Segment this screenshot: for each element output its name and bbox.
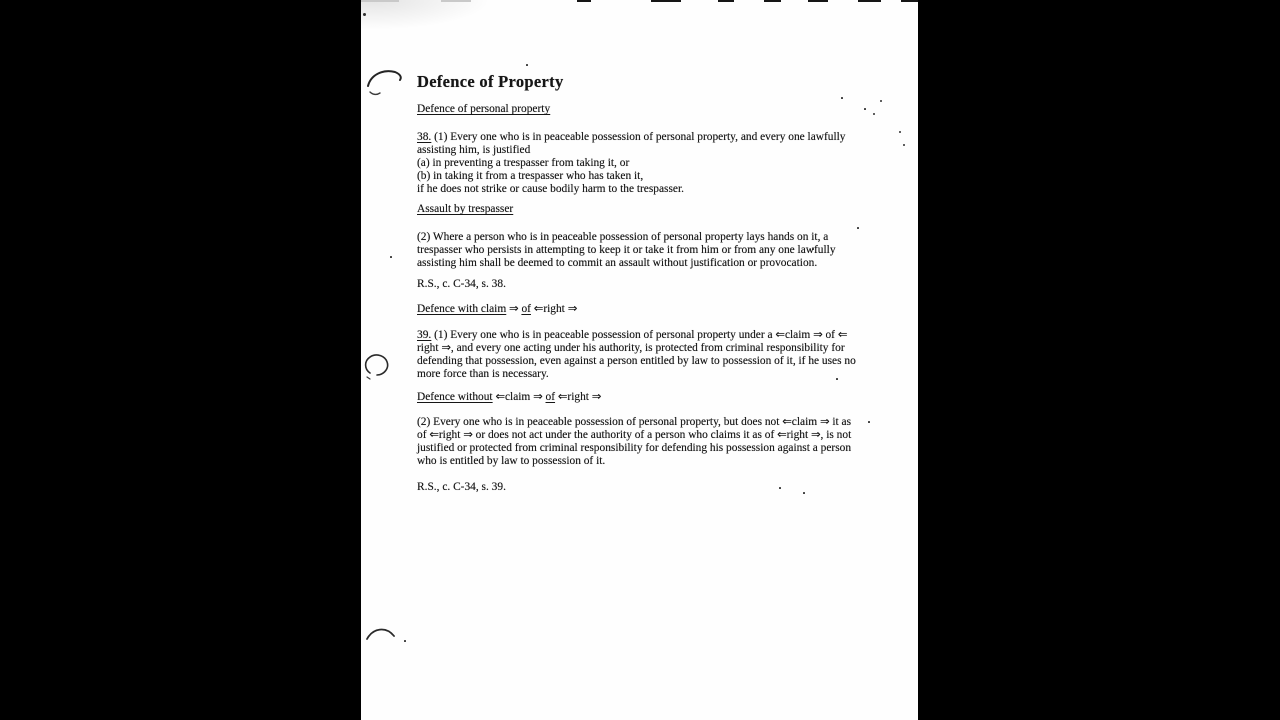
text-run: R.S., c. C-34, s. 38. bbox=[417, 278, 506, 290]
underlined-text-run: Defence without bbox=[417, 391, 493, 403]
underlined-text-run: 39. bbox=[417, 329, 432, 341]
noise-speck bbox=[899, 131, 901, 133]
text-line bbox=[417, 73, 869, 90]
text-line bbox=[417, 455, 869, 468]
subheading-block bbox=[417, 103, 869, 116]
text-line bbox=[417, 157, 869, 170]
text-run: ⇐right ⇒ bbox=[555, 391, 602, 403]
underlined-text-run: of bbox=[521, 303, 531, 315]
edge-dash bbox=[718, 0, 734, 2]
underlined-text-run: Defence with claim bbox=[417, 303, 507, 315]
underlined-text-run: of bbox=[545, 391, 556, 403]
text-line bbox=[417, 103, 869, 116]
subheading-block bbox=[417, 391, 869, 404]
noise-speck bbox=[903, 144, 905, 146]
page-title bbox=[417, 73, 869, 90]
citation-block bbox=[417, 278, 869, 291]
text-run: right ⇒, and every one acting under his authority, is protected from criminal responsibility for bbox=[417, 342, 845, 354]
text-run: (2) Every one who is in peaceable possession of personal property, but does not ⇐claim ⇒ it as bbox=[417, 416, 852, 428]
edge-dash bbox=[764, 0, 781, 2]
text-line bbox=[417, 342, 869, 355]
underlined-text-run: 38. bbox=[417, 131, 432, 143]
edge-dash bbox=[858, 0, 881, 2]
underlined-text-run: Assault by trespasser bbox=[417, 203, 514, 215]
text-line bbox=[417, 329, 869, 342]
text-run: (1) Every one who is in peaceable possession of personal property, and every one lawfully bbox=[431, 131, 846, 143]
noise-speck bbox=[873, 113, 875, 115]
text-line bbox=[417, 244, 869, 257]
text-line bbox=[417, 203, 869, 216]
text-run: defending that possession, even against a person entitled by law to possession of it, if he uses no bbox=[417, 355, 856, 367]
pen-mark-arc-bottom bbox=[365, 624, 399, 646]
paragraph-block bbox=[417, 416, 869, 468]
text-line bbox=[417, 391, 869, 404]
noise-speck bbox=[404, 640, 406, 642]
text-run: more force than is necessary. bbox=[417, 368, 549, 380]
text-run: (1) Every one who is in peaceable possession of personal property under a ⇐claim ⇒ of ⇐ bbox=[431, 329, 848, 341]
pen-mark-arc-top bbox=[365, 64, 407, 98]
underlined-text-run: Defence of personal property bbox=[417, 103, 551, 115]
text-line bbox=[417, 368, 869, 381]
edge-dash bbox=[808, 0, 828, 2]
scanned-page bbox=[361, 0, 918, 720]
text-line bbox=[417, 183, 869, 196]
noise-speck bbox=[390, 256, 392, 258]
text-run: (a) in preventing a trespasser from taking it, or bbox=[417, 157, 630, 169]
edge-dash bbox=[361, 0, 399, 2]
text-run: justified or protected from criminal responsibility for defending his possession against a person bbox=[417, 442, 852, 454]
text-line bbox=[417, 442, 869, 455]
citation-block bbox=[417, 481, 869, 494]
text-line bbox=[417, 355, 869, 368]
page-content bbox=[417, 73, 869, 494]
subheading-block bbox=[417, 303, 869, 316]
edge-dash bbox=[901, 0, 918, 2]
text-line bbox=[417, 278, 869, 291]
text-run: (2) Where a person who is in peaceable possession of personal property lays hands on it, a bbox=[417, 231, 829, 243]
text-line bbox=[417, 429, 869, 442]
text-run: (b) in taking it from a trespasser who has taken it, bbox=[417, 170, 644, 182]
text-run: assisting him shall be deemed to commit an assault without justification or provocation. bbox=[417, 257, 818, 269]
text-run: if he does not strike or cause bodily harm to the trespasser. bbox=[417, 183, 684, 195]
text-run: ⇐claim ⇒ bbox=[492, 391, 546, 403]
text-run: R.S., c. C-34, s. 39. bbox=[417, 481, 506, 493]
text-run: ⇒ bbox=[506, 303, 522, 315]
text-line bbox=[417, 416, 869, 429]
text-line bbox=[417, 481, 869, 494]
text-line bbox=[417, 303, 869, 316]
text-line bbox=[417, 231, 869, 244]
noise-speck bbox=[880, 100, 882, 102]
text-run: who is entitled by law to possession of it. bbox=[417, 455, 606, 467]
text-run: trespasser who persists in attempting to keep it or take it from him or from any one lawfully bbox=[417, 244, 836, 256]
text-run: assisting him, is justified bbox=[417, 144, 531, 156]
text-run: ⇐right ⇒ bbox=[530, 303, 578, 315]
pen-mark-arc-middle bbox=[363, 350, 395, 382]
subheading-block bbox=[417, 203, 869, 216]
text-run: Defence of Property bbox=[417, 72, 564, 91]
paragraph-block bbox=[417, 131, 869, 196]
text-line bbox=[417, 144, 869, 157]
edge-dash bbox=[577, 0, 591, 2]
paragraph-block bbox=[417, 231, 869, 270]
text-line bbox=[417, 131, 869, 144]
noise-speck bbox=[363, 13, 366, 16]
edge-dash bbox=[651, 0, 681, 2]
paragraph-block bbox=[417, 329, 869, 381]
text-run: of ⇐right ⇒ or does not act under the authority of a person who claims it as of ⇐right ⇒, is not bbox=[417, 429, 852, 441]
scan-smudge bbox=[361, 0, 491, 30]
noise-speck bbox=[526, 64, 528, 66]
text-line bbox=[417, 257, 869, 270]
edge-dash bbox=[441, 0, 471, 2]
text-line bbox=[417, 170, 869, 183]
